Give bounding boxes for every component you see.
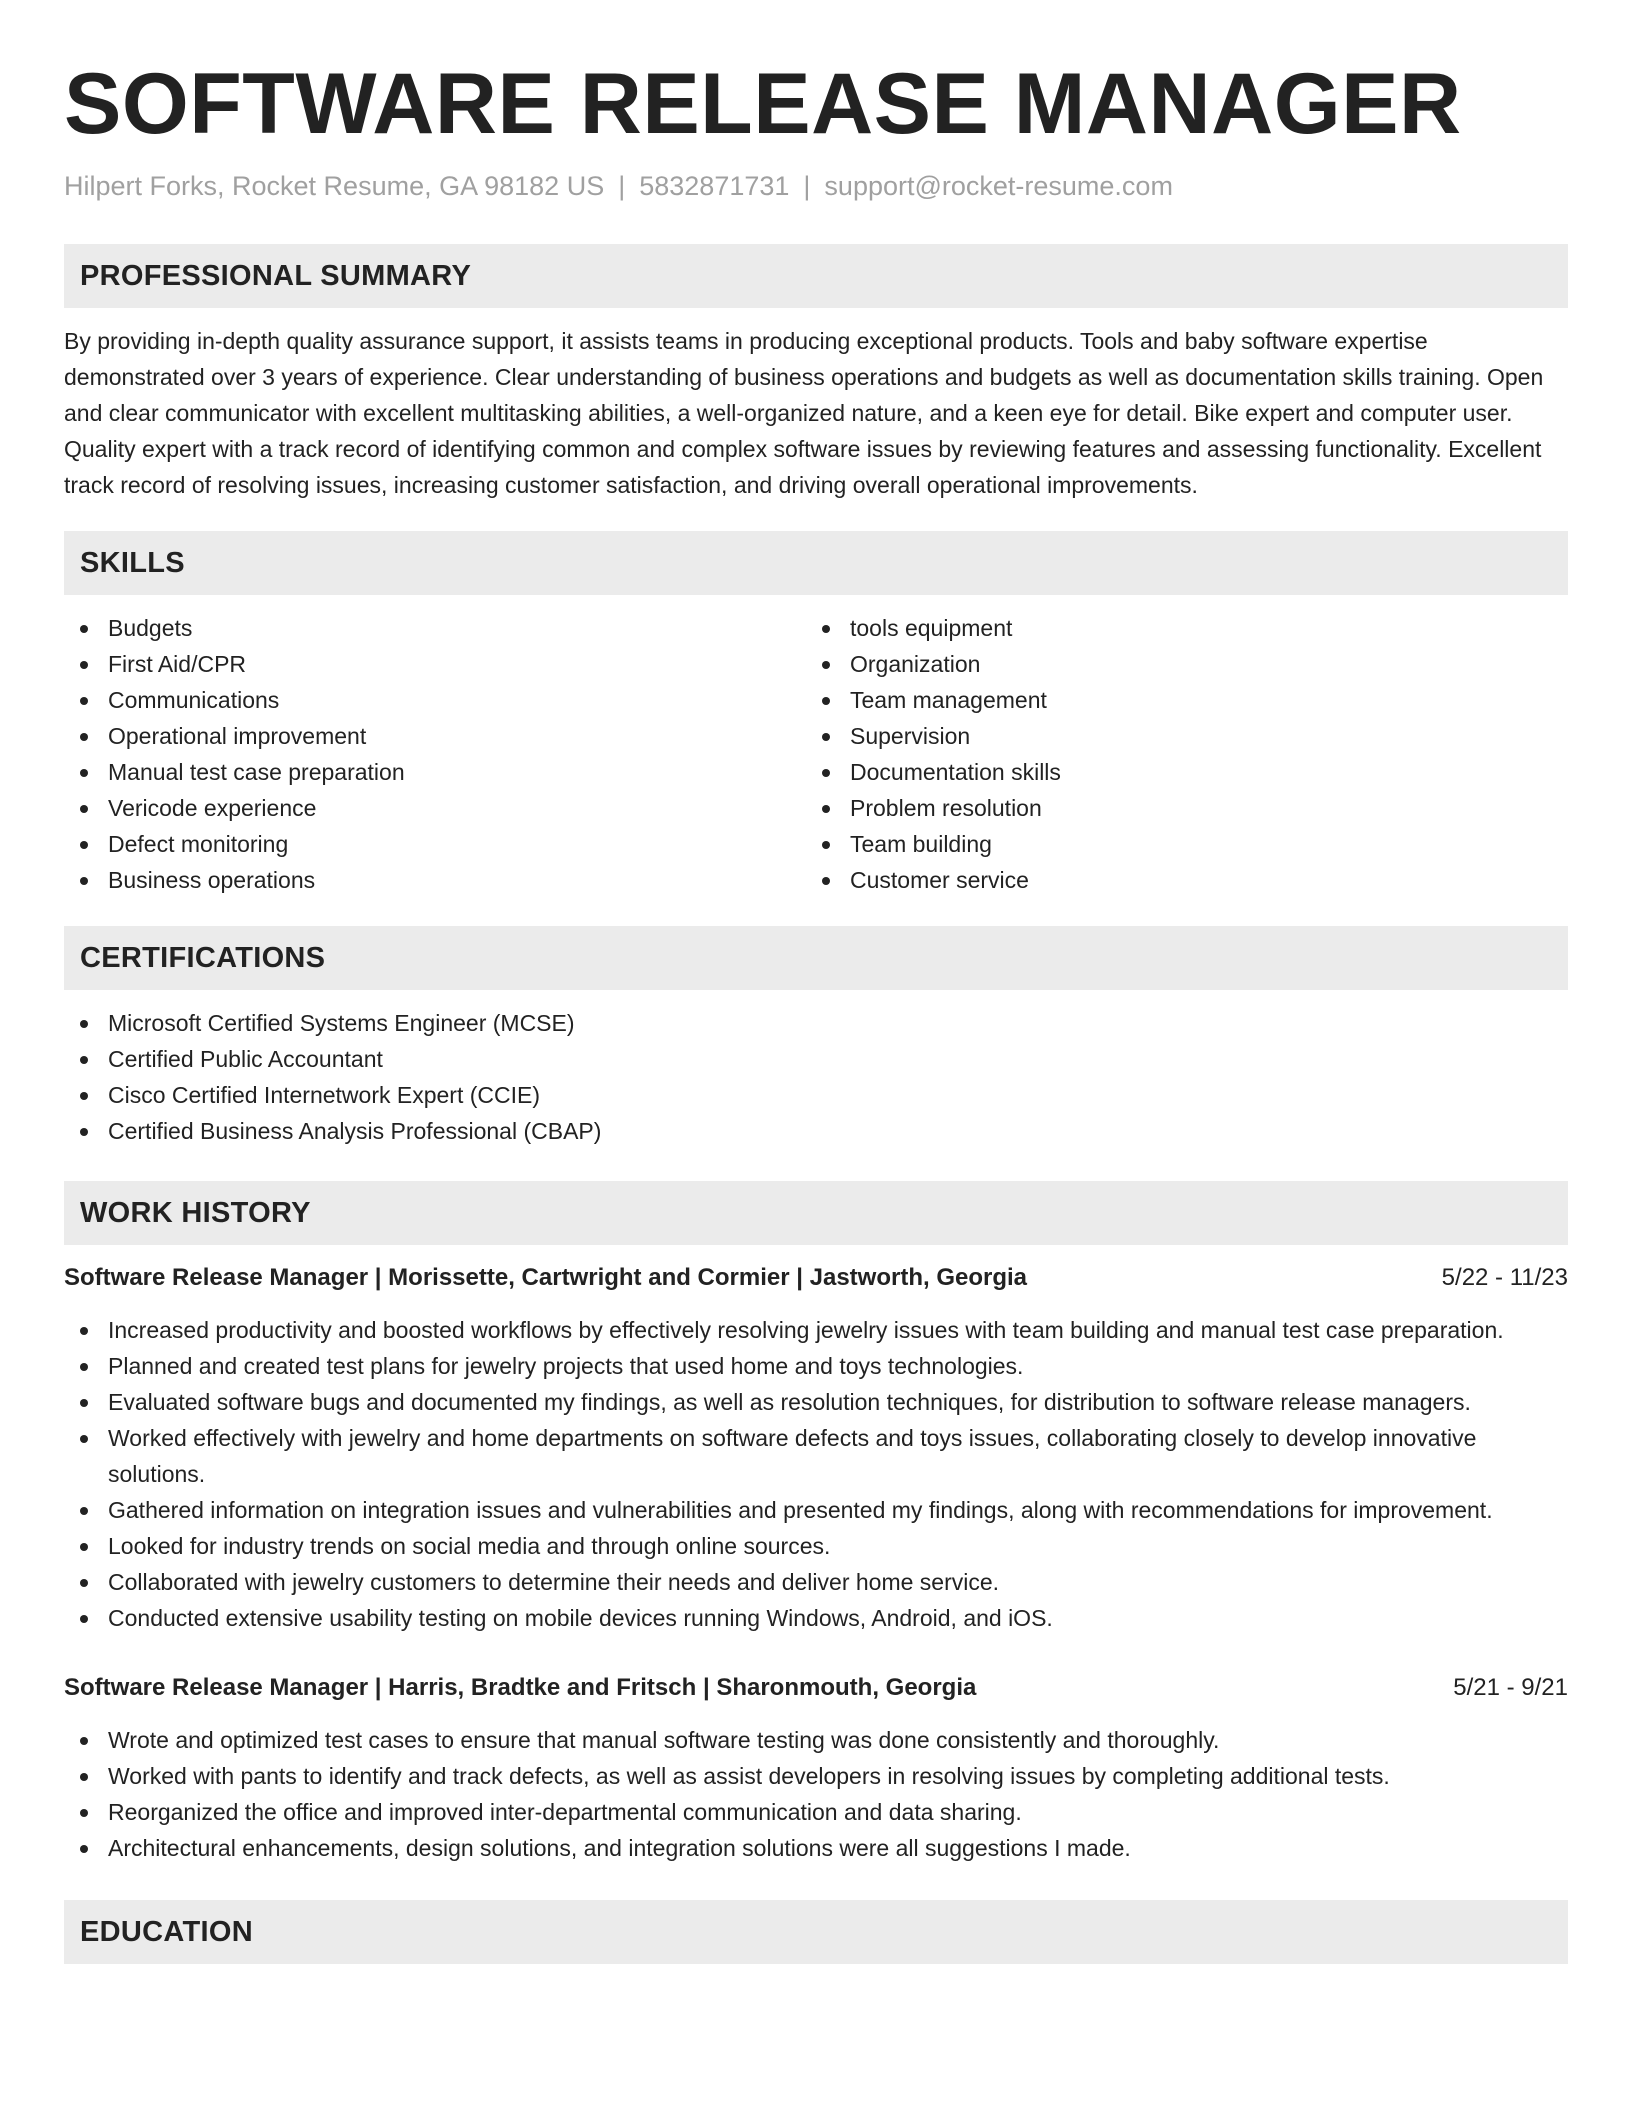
job-bullets [64, 1722, 1568, 1866]
contact-separator: | [618, 171, 626, 201]
skill-item: Team management [806, 682, 1548, 718]
skills-list-right [806, 610, 1548, 898]
contact-phone: 5832871731 [639, 171, 790, 201]
job-bullet: Gathered information on integration issues and vulnerabilities and presented my findings, along with recommendations for improvement. [64, 1492, 1568, 1528]
job-bullet: Reorganized the office and improved inter-departmental communication and data sharing. [64, 1794, 1568, 1830]
job-dates: 5/22 - 11/23 [1441, 1264, 1568, 1291]
job-entry [64, 1670, 1568, 1866]
job-bullet: Architectural enhancements, design solutions, and integration solutions were all suggestions I made. [64, 1830, 1568, 1866]
skill-item: Vericode experience [64, 790, 806, 826]
contact-separator: | [803, 171, 811, 201]
job-bullet: Worked with pants to identify and track defects, as well as assist developers in resolving issues by completing additional tests. [64, 1758, 1568, 1794]
skill-item: Defect monitoring [64, 826, 806, 862]
job-bullet: Wrote and optimized test cases to ensure that manual software testing was done consistently and thoroughly. [64, 1722, 1568, 1758]
resume-page [64, 0, 1568, 1964]
skill-item: Budgets [64, 610, 806, 646]
job-bullet: Planned and created test plans for jewelry projects that used home and toys technologies. [64, 1348, 1568, 1384]
skill-item: Customer service [806, 862, 1548, 898]
section-header-certifications: CERTIFICATIONS [64, 926, 1568, 990]
job-header [64, 1670, 1568, 1706]
summary-text: By providing in-depth quality assurance support, it assists teams in producing exceptional products. Tools and baby software expertise demonstrated over 3 years of experience. Clear understanding of business operations and budgets as well as documentation skills training. Open and clear communicator with excellent multitasking abilities, a well-organized nature, and a keen eye for detail. Bike expert and computer user. Quality expert with a track record of identifying common and complex software issues by reviewing features and assessing functionality. Excellent track record of resolving issues, increasing customer satisfaction, and driving overall operational improvements. [64, 328, 1544, 498]
contact-line [64, 168, 1568, 204]
job-bullets [64, 1312, 1568, 1636]
skills-grid [64, 610, 1568, 898]
skills-list-left [64, 610, 806, 898]
job-title: Software Release Manager | Harris, Bradtke and Fritsch | Sharonmouth, Georgia [64, 1674, 977, 1701]
certification-item: Certified Business Analysis Professional (CBAP) [64, 1113, 1568, 1149]
page-title: SOFTWARE RELEASE MANAGER [64, 56, 1462, 152]
certification-item: Certified Public Accountant [64, 1041, 1568, 1077]
job-bullet: Worked effectively with jewelry and home departments on software defects and toys issues, collaborating closely to develop innovative solutions. [64, 1420, 1568, 1492]
section-header-education: EDUCATION [64, 1900, 1568, 1964]
skill-item: First Aid/CPR [64, 646, 806, 682]
section-header-skills: SKILLS [64, 531, 1568, 595]
skill-item: Supervision [806, 718, 1548, 754]
skill-item: Team building [806, 826, 1548, 862]
job-bullet: Evaluated software bugs and documented my findings, as well as resolution techniques, for distribution to software release managers. [64, 1384, 1568, 1420]
skill-item: tools equipment [806, 610, 1548, 646]
job-header [64, 1260, 1568, 1296]
skill-item: Business operations [64, 862, 806, 898]
skill-item: Documentation skills [806, 754, 1548, 790]
certification-item: Cisco Certified Internetwork Expert (CCIE) [64, 1077, 1568, 1113]
certification-item: Microsoft Certified Systems Engineer (MCSE) [64, 1005, 1568, 1041]
job-bullet: Looked for industry trends on social media and through online sources. [64, 1528, 1568, 1564]
skill-item: Organization [806, 646, 1548, 682]
section-header-work-history: WORK HISTORY [64, 1181, 1568, 1245]
job-bullet: Conducted extensive usability testing on mobile devices running Windows, Android, and iOS. [64, 1600, 1568, 1636]
contact-email: support@rocket-resume.com [824, 171, 1173, 201]
job-bullet: Increased productivity and boosted workflows by effectively resolving jewelry issues with team building and manual test case preparation. [64, 1312, 1568, 1348]
skill-item: Operational improvement [64, 718, 806, 754]
job-dates: 5/21 - 9/21 [1453, 1674, 1568, 1701]
skill-item: Problem resolution [806, 790, 1548, 826]
skill-item: Communications [64, 682, 806, 718]
skill-item: Manual test case preparation [64, 754, 806, 790]
job-bullet: Collaborated with jewelry customers to determine their needs and deliver home service. [64, 1564, 1568, 1600]
job-entry [64, 1260, 1568, 1636]
section-header-summary: PROFESSIONAL SUMMARY [64, 244, 1568, 308]
job-title: Software Release Manager | Morissette, Cartwright and Cormier | Jastworth, Georgia [64, 1264, 1028, 1291]
contact-address: Hilpert Forks, Rocket Resume, GA 98182 US [64, 171, 605, 201]
certifications-list [64, 1005, 1568, 1149]
